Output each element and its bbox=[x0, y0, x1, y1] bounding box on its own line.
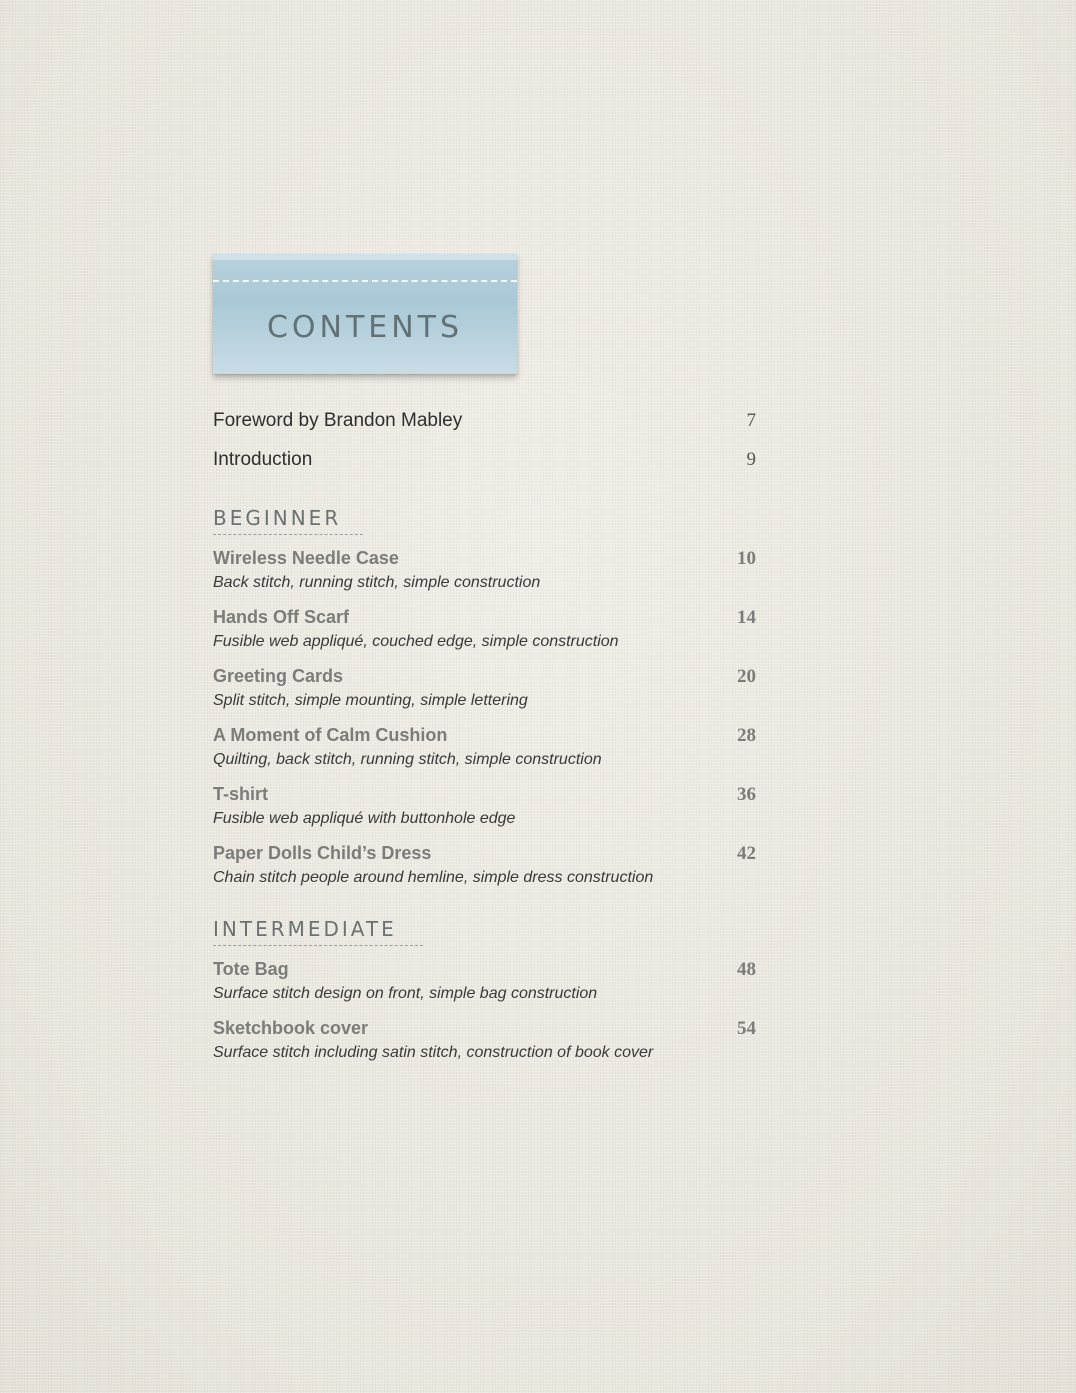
toc-item-description: Split stitch, simple mounting, simple lettering bbox=[213, 692, 528, 709]
toc-entry-label: Foreword by Brandon Mabley bbox=[213, 410, 463, 431]
toc-item-page: 36 bbox=[737, 784, 756, 805]
toc-item[interactable] bbox=[213, 1015, 756, 1064]
toc-item[interactable] bbox=[213, 545, 756, 594]
toc-item[interactable] bbox=[213, 956, 756, 1005]
toc-item-page: 48 bbox=[737, 959, 756, 980]
section-beginner bbox=[213, 488, 756, 889]
toc-item-page: 10 bbox=[737, 548, 756, 569]
toc-item-title: Hands Off Scarf bbox=[213, 607, 350, 627]
section-intermediate bbox=[213, 899, 756, 1064]
toc-item[interactable] bbox=[213, 722, 756, 771]
toc-item-page: 54 bbox=[737, 1018, 756, 1039]
toc-item-title: Greeting Cards bbox=[213, 666, 344, 686]
tag-stitch-line bbox=[213, 280, 517, 282]
toc-item-title: A Moment of Calm Cushion bbox=[213, 725, 448, 745]
toc-item-page: 14 bbox=[737, 607, 756, 628]
tag-top-band bbox=[213, 254, 517, 260]
toc-item-title: Wireless Needle Case bbox=[213, 548, 399, 568]
section-heading: INTERMEDIATE bbox=[213, 917, 397, 941]
toc-item-title: Paper Dolls Child’s Dress bbox=[213, 843, 432, 863]
page-title: CONTENTS bbox=[266, 310, 464, 345]
toc-item-title: T-shirt bbox=[213, 784, 269, 804]
toc-item-description: Surface stitch including satin stitch, construction of book cover bbox=[213, 1044, 654, 1061]
toc-item-description: Back stitch, running stitch, simple construction bbox=[213, 574, 541, 591]
toc-entry-foreword[interactable] bbox=[213, 410, 756, 449]
contents-label-tag bbox=[213, 254, 517, 374]
toc-entry-label: Introduction bbox=[213, 449, 313, 470]
toc-entry-page: 7 bbox=[746, 410, 756, 431]
toc-item-title: Tote Bag bbox=[213, 959, 289, 979]
table-of-contents bbox=[213, 410, 756, 1074]
toc-item-page: 28 bbox=[737, 725, 756, 746]
toc-item[interactable] bbox=[213, 663, 756, 712]
section-heading: BEGINNER bbox=[213, 506, 342, 530]
toc-item[interactable] bbox=[213, 840, 756, 889]
toc-item[interactable] bbox=[213, 604, 756, 653]
toc-entry-introduction[interactable] bbox=[213, 449, 756, 488]
toc-item-description: Surface stitch design on front, simple bag construction bbox=[213, 985, 598, 1002]
toc-item-description: Quilting, back stitch, running stitch, simple construction bbox=[213, 751, 602, 768]
toc-item-description: Fusible web appliqué, couched edge, simple construction bbox=[213, 633, 619, 650]
section-divider bbox=[213, 945, 423, 946]
section-divider bbox=[213, 534, 363, 535]
toc-item-description: Chain stitch people around hemline, simple dress construction bbox=[213, 869, 654, 886]
toc-item-title: Sketchbook cover bbox=[213, 1018, 369, 1038]
toc-item-description: Fusible web appliqué with buttonhole edge bbox=[213, 810, 516, 827]
toc-item-page: 42 bbox=[737, 843, 756, 864]
toc-item-page: 20 bbox=[737, 666, 756, 687]
toc-entry-page: 9 bbox=[746, 449, 756, 470]
toc-item[interactable] bbox=[213, 781, 756, 830]
